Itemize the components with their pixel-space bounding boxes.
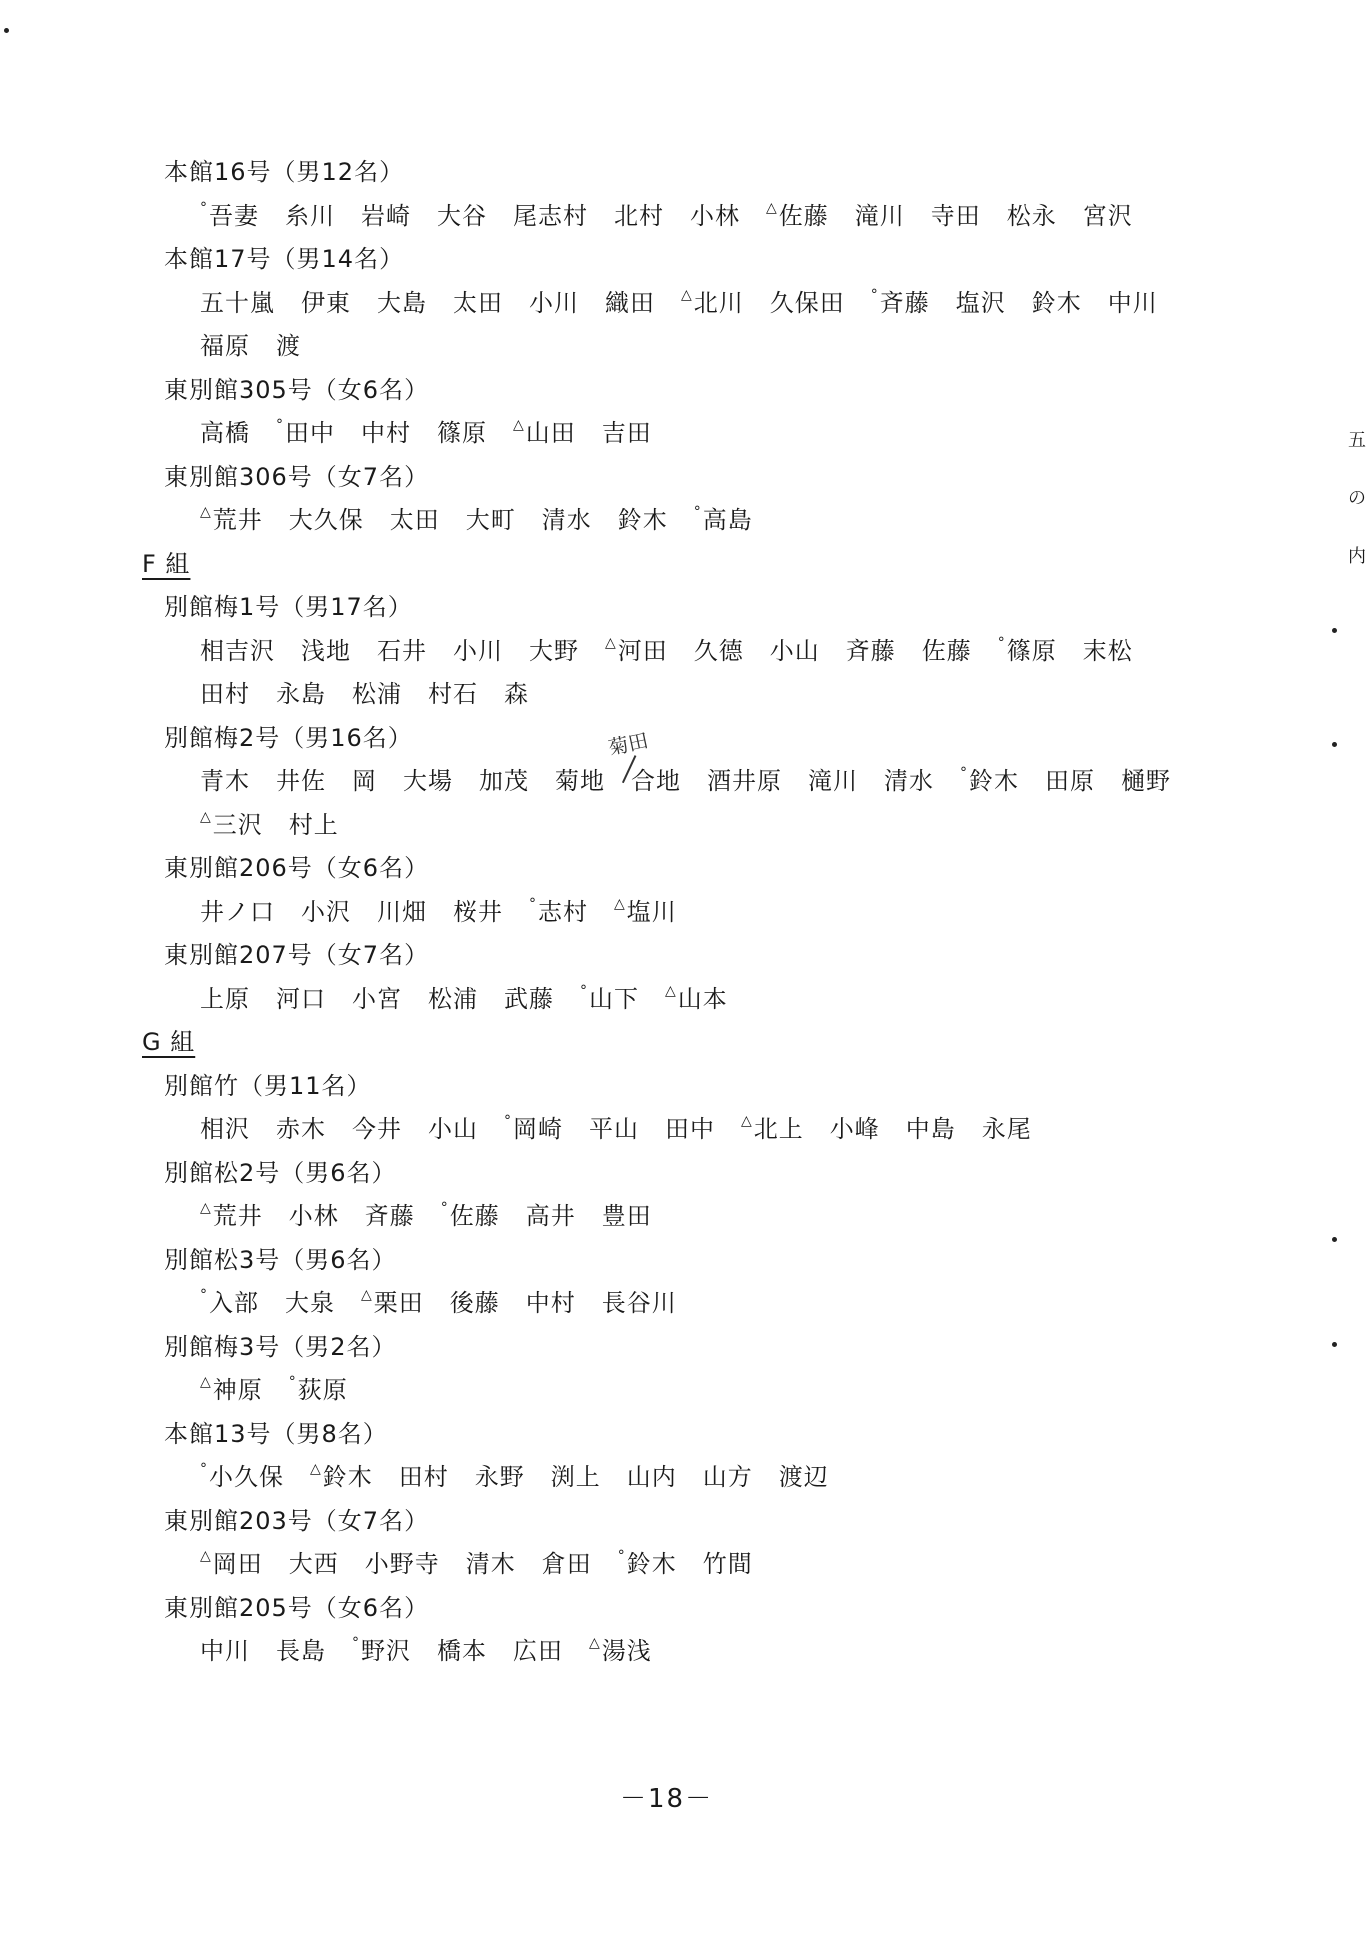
leader-mark-icon: ° [870, 286, 879, 303]
leader-mark-icon: ° [288, 1374, 297, 1390]
member-name: 吉田 [601, 419, 652, 447]
room-heading: 東別館207号（女7名） [164, 941, 430, 969]
member-name: 宮沢 [1082, 201, 1133, 230]
member-name: 中川 [200, 1637, 250, 1665]
member-name: 清水 [541, 506, 592, 534]
member-name: 渡辺 [778, 1463, 829, 1491]
member-name [440, 1200, 500, 1230]
member-name-text: 山下 [589, 984, 639, 1013]
member-name: 小峰 [829, 1115, 880, 1143]
member-name-text: 佐藤 [449, 1202, 500, 1230]
member-name: 中島 [905, 1115, 956, 1143]
member-name: 永島 [276, 680, 326, 708]
member-name: 広田 [513, 1637, 563, 1665]
member-name-text: 山田 [525, 419, 576, 447]
member-name [352, 1635, 411, 1665]
member-name: 中川 [1107, 288, 1158, 317]
member-name: 塩沢 [955, 288, 1006, 317]
member-name-text: 湯浅 [601, 1637, 652, 1665]
member-name: 大島 [377, 288, 427, 317]
member-name-text: 荒井 [212, 506, 263, 534]
member-name: 大久保 [288, 506, 364, 534]
member-name: 太田 [453, 288, 503, 317]
member-name-text: 鈴木 [969, 767, 1019, 795]
member-name: 小林 [690, 201, 740, 230]
member-name: 井佐 [276, 767, 326, 795]
member-name-text: 塩川 [626, 897, 677, 926]
name-row [200, 1374, 348, 1404]
member-name-text: 篠原 [1006, 636, 1057, 665]
member-name: 末松 [1082, 636, 1133, 665]
member-name [504, 1113, 563, 1143]
subleader-mark-icon: △ [589, 1635, 601, 1651]
member-name [580, 982, 639, 1013]
group-heading: F 組 [142, 549, 191, 578]
leader-mark-icon: ° [440, 1200, 449, 1216]
member-name-text: 岡崎 [513, 1115, 563, 1143]
member-name: 小野寺 [364, 1550, 440, 1578]
member-name: 渕上 [550, 1463, 601, 1491]
name-row [200, 982, 728, 1013]
subleader-mark-icon: △ [665, 982, 677, 999]
member-name: 五十嵐 [200, 288, 275, 317]
member-name-text: 入部 [209, 1289, 259, 1317]
name-row [200, 417, 652, 447]
member-name-text: 斉藤 [879, 288, 930, 317]
scan-speck [1332, 1342, 1337, 1347]
member-name: 高井 [525, 1202, 576, 1230]
member-name [529, 895, 588, 926]
member-name [766, 199, 829, 230]
member-name [589, 1635, 652, 1665]
member-name-text: 北川 [693, 288, 744, 317]
subleader-mark-icon: △ [513, 417, 525, 433]
member-name: 北村 [614, 201, 664, 230]
member-name-text: 吾妻 [209, 201, 259, 230]
member-name-text: 三沢 [212, 810, 263, 839]
member-name: 小山 [769, 636, 820, 665]
member-name: 中村 [525, 1289, 576, 1317]
member-name: 河口 [276, 984, 326, 1013]
member-name: 武藤 [504, 984, 554, 1013]
scan-speck [1332, 1237, 1337, 1242]
member-name: 清水 [884, 767, 934, 795]
scan-speck [1332, 742, 1337, 747]
member-name: 大町 [465, 506, 516, 534]
member-name [960, 765, 1019, 795]
room-heading: 別館梅2号（男16名） [164, 723, 413, 752]
member-name: 永野 [474, 1463, 525, 1491]
member-name: 久保田 [769, 288, 845, 317]
member-name: 鈴木 [1031, 288, 1082, 317]
leader-mark-icon: ° [200, 1287, 208, 1303]
member-name [513, 417, 576, 447]
room-heading: 別館竹（男11名） [164, 1071, 372, 1100]
member-name: 平山 [589, 1115, 639, 1143]
member-name: 田村 [398, 1463, 449, 1491]
member-name: 山方 [702, 1463, 753, 1491]
room-heading: 東別館206号（女6名） [164, 854, 430, 882]
member-name-text: 鈴木 [322, 1463, 373, 1491]
member-name: 田中 [665, 1115, 715, 1143]
member-name: 加茂 [479, 767, 529, 795]
member-name [288, 1374, 348, 1404]
page-number: －18－ [620, 1784, 714, 1814]
member-name-text: 岡田 [212, 1550, 263, 1578]
member-name [617, 1548, 677, 1578]
member-name: 長島 [276, 1637, 326, 1665]
member-name: 大谷 [437, 201, 487, 230]
member-name: 相沢 [200, 1115, 250, 1143]
subleader-mark-icon: △ [741, 1113, 753, 1129]
member-name: 上原 [200, 984, 250, 1013]
member-name [310, 1461, 373, 1491]
member-name: 斉藤 [845, 636, 896, 665]
member-name-text: 小久保 [209, 1463, 284, 1491]
member-name: 相吉沢 [200, 636, 275, 665]
member-name: 高橋 [200, 419, 250, 447]
member-name: 長谷川 [601, 1289, 677, 1317]
member-name: 久德 [693, 636, 744, 665]
name-row [200, 1635, 652, 1665]
member-name: 小川 [529, 288, 579, 317]
member-name-text: 神原 [212, 1376, 263, 1404]
member-name: 篠原 [437, 419, 487, 447]
member-name: 菊地 [555, 767, 605, 795]
member-name [200, 1287, 259, 1317]
room-heading: 本館16号（男12名） [164, 158, 405, 186]
member-name: 桜井 [453, 897, 503, 926]
member-name [870, 286, 930, 317]
member-name: 井ノ口 [200, 897, 275, 926]
room-heading: 東別館205号（女6名） [164, 1593, 430, 1622]
name-row [200, 765, 1171, 795]
member-name: 酒井原 [707, 767, 782, 795]
room-heading: 別館松2号（男6名） [164, 1158, 397, 1187]
scan-speck [1332, 628, 1337, 633]
member-name [361, 1287, 424, 1317]
member-name-text: 鈴木 [626, 1550, 677, 1578]
member-name: 小沢 [301, 897, 351, 926]
member-name: 浅地 [301, 636, 351, 665]
member-name-text: 河田 [617, 636, 668, 665]
name-row [200, 1113, 1032, 1143]
subleader-mark-icon: △ [200, 808, 212, 825]
subleader-mark-icon: △ [361, 1287, 373, 1303]
member-name: 川畑 [377, 897, 427, 926]
member-name: 佐藤 [921, 636, 972, 665]
member-name: 松永 [1006, 201, 1057, 230]
room-heading: 別館松3号（男6名） [164, 1245, 397, 1274]
member-name [200, 808, 263, 839]
member-name: 青木 [200, 767, 250, 795]
member-name [200, 1374, 263, 1404]
member-name [605, 634, 668, 665]
leader-mark-icon: ° [580, 982, 588, 999]
member-name [200, 199, 259, 230]
member-name-text: 田中 [285, 419, 335, 447]
member-name: 森 [504, 680, 529, 708]
member-name: 斉藤 [364, 1202, 415, 1230]
member-name [276, 417, 335, 447]
member-name: 山内 [626, 1463, 677, 1491]
margin-char: 五 [1348, 430, 1366, 451]
member-name: 小山 [428, 1115, 478, 1143]
member-name: 松浦 [428, 984, 478, 1013]
member-name [997, 634, 1057, 665]
subleader-mark-icon: △ [310, 1461, 322, 1477]
member-name [693, 504, 753, 534]
room-heading: 別館梅3号（男2名） [164, 1332, 397, 1361]
member-name: 糸川 [285, 201, 335, 230]
leader-mark-icon: ° [693, 504, 702, 520]
member-name: 岡 [352, 767, 377, 795]
member-name: 永尾 [981, 1115, 1032, 1143]
member-name: 後藤 [449, 1289, 500, 1317]
member-name-text: 荻原 [297, 1376, 348, 1404]
member-name: 大野 [529, 636, 579, 665]
leader-mark-icon: ° [200, 199, 208, 216]
member-name: 橋本 [437, 1637, 487, 1665]
member-name: 村上 [288, 810, 339, 839]
name-row [200, 1287, 677, 1317]
member-name: 小川 [453, 636, 503, 665]
subleader-mark-icon: △ [766, 199, 778, 216]
member-name-text: 高島 [702, 506, 753, 534]
leader-mark-icon: ° [529, 895, 537, 912]
member-name: 豊田 [601, 1202, 652, 1230]
member-name [741, 1113, 804, 1143]
leader-mark-icon: ° [352, 1635, 360, 1651]
subleader-mark-icon: △ [614, 895, 626, 912]
member-name: 滝川 [808, 767, 858, 795]
member-name: 石井 [377, 636, 427, 665]
member-name: 松浦 [352, 680, 402, 708]
name-row [200, 808, 339, 839]
leader-mark-icon: ° [960, 765, 968, 781]
member-name: 小宮 [352, 984, 402, 1013]
member-name: 寺田 [930, 201, 981, 230]
member-name: 竹間 [702, 1550, 753, 1578]
member-name: 大西 [288, 1550, 339, 1578]
member-name: 赤木 [276, 1115, 326, 1143]
member-name: 中村 [361, 419, 411, 447]
room-heading: 東別館203号（女7名） [164, 1506, 430, 1535]
member-name: 合地 [631, 767, 681, 795]
name-row [200, 504, 753, 534]
member-name-text: 野沢 [361, 1637, 411, 1665]
member-name: 渡 [276, 332, 301, 360]
member-name: 大場 [403, 767, 453, 795]
name-row [200, 634, 1133, 665]
member-name [200, 1200, 263, 1230]
member-name: 小林 [288, 1202, 339, 1230]
member-name: 田村 [200, 680, 250, 708]
name-row [200, 682, 529, 706]
name-row [200, 286, 1158, 317]
name-row [200, 1200, 652, 1230]
member-name: 滝川 [854, 201, 905, 230]
subleader-mark-icon: △ [200, 1374, 212, 1390]
leader-mark-icon: ° [276, 417, 284, 433]
name-row [200, 1461, 829, 1491]
leader-mark-icon: ° [504, 1113, 512, 1129]
member-name-text: 北上 [753, 1115, 804, 1143]
leader-mark-icon: ° [200, 1461, 208, 1477]
member-name [200, 504, 263, 534]
subleader-mark-icon: △ [681, 286, 693, 303]
member-name: 清木 [465, 1550, 516, 1578]
name-row [200, 199, 1133, 230]
handwritten-note: 菊田 [606, 728, 651, 760]
name-row [200, 1548, 753, 1578]
margin-char: 内 [1348, 546, 1366, 567]
member-name: 今井 [352, 1115, 402, 1143]
member-name [681, 286, 744, 317]
name-row [200, 895, 677, 926]
leader-mark-icon: ° [617, 1548, 626, 1564]
member-name-text: 佐藤 [778, 201, 829, 230]
scan-speck [4, 28, 9, 33]
room-heading: 別館梅1号（男17名） [164, 593, 413, 621]
member-name [200, 1461, 284, 1491]
subleader-mark-icon: △ [200, 504, 212, 520]
member-name: 樋野 [1121, 767, 1171, 795]
leader-mark-icon: ° [997, 634, 1006, 651]
member-name-text: 荒井 [212, 1202, 263, 1230]
room-heading: 本館17号（男14名） [164, 245, 405, 273]
room-heading: 本館13号（男8名） [164, 1419, 388, 1448]
member-name: 岩崎 [361, 201, 411, 230]
subleader-mark-icon: △ [200, 1548, 212, 1564]
subleader-mark-icon: △ [200, 1200, 212, 1216]
member-name [614, 895, 677, 926]
member-name: 倉田 [541, 1550, 592, 1578]
member-name: 田原 [1045, 767, 1095, 795]
room-heading: 東別館306号（女7名） [164, 462, 430, 491]
room-heading: 東別館305号（女6名） [164, 375, 430, 404]
member-name-text: 栗田 [373, 1289, 424, 1317]
member-name: 太田 [389, 506, 440, 534]
member-name: 村石 [428, 680, 478, 708]
margin-char: の [1348, 488, 1366, 509]
name-row [200, 334, 301, 358]
member-name: 鈴木 [617, 506, 668, 534]
member-name: 織田 [605, 288, 655, 317]
member-name-text: 山本 [677, 984, 728, 1013]
subleader-mark-icon: △ [605, 634, 617, 651]
group-heading: G 組 [142, 1028, 196, 1056]
member-name [665, 982, 728, 1013]
member-name: 伊東 [301, 288, 351, 317]
member-name: 大泉 [285, 1289, 335, 1317]
member-name: 福原 [200, 332, 250, 360]
member-name [200, 1548, 263, 1578]
member-name: 尾志村 [513, 201, 588, 230]
member-name-text: 志村 [538, 897, 588, 926]
